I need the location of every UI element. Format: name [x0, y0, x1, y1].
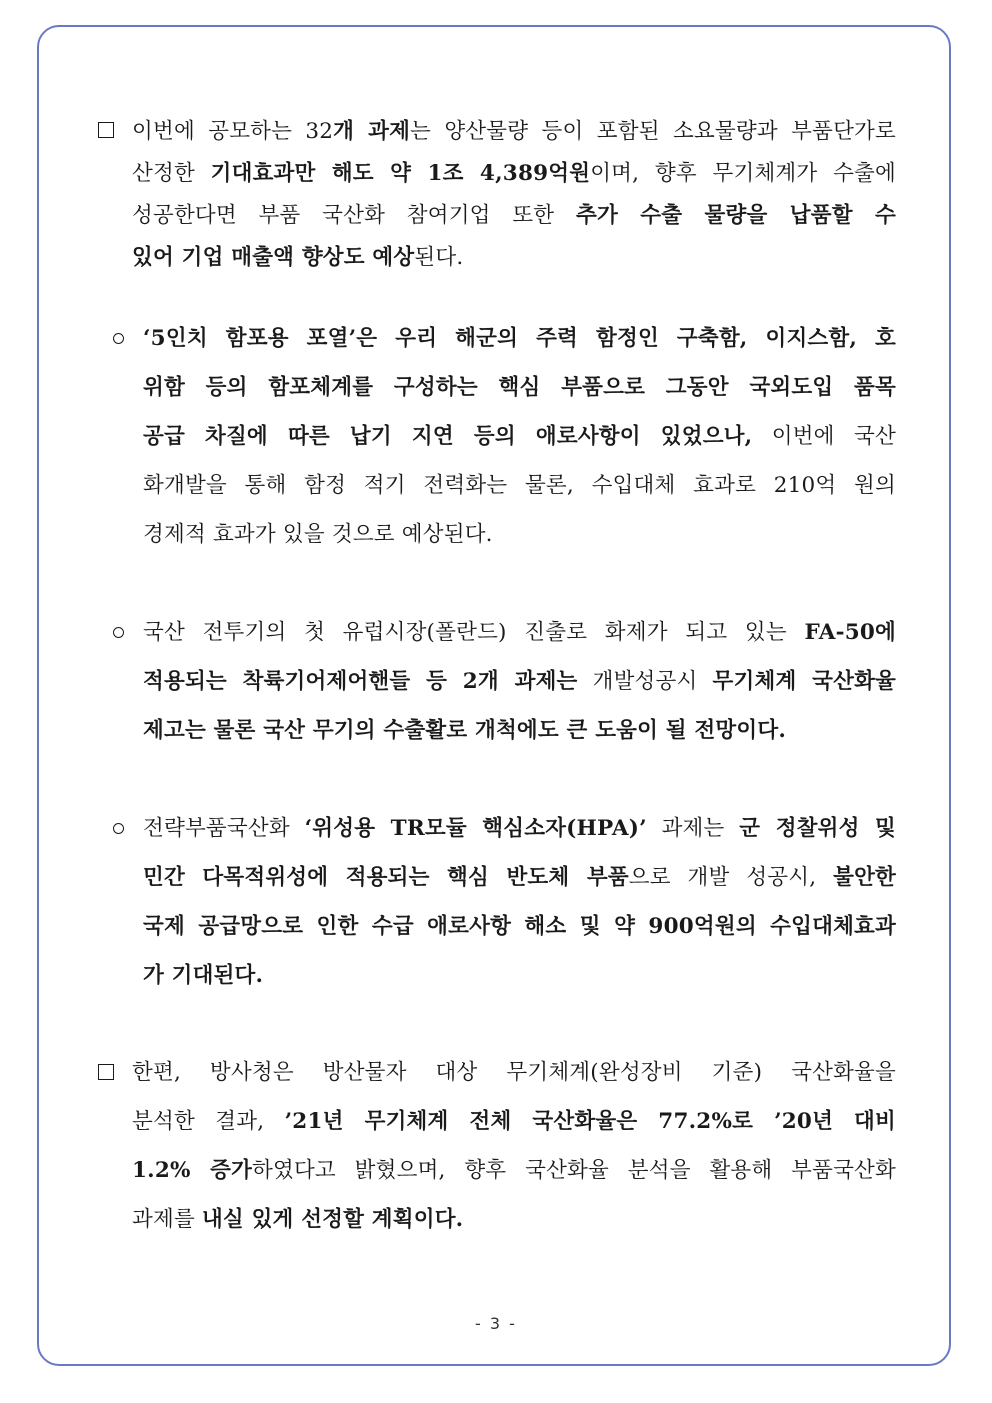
- paragraph-line: [143, 321, 896, 352]
- text-run: 이며, 향후 무기체계가 수출에: [590, 161, 896, 186]
- paragraph-line: [143, 517, 896, 548]
- text-run: 으로 개발 성공시,: [628, 865, 834, 890]
- bold-text-run: 개 과제: [333, 119, 411, 144]
- bold-text-run: FA-50에: [804, 620, 896, 645]
- paragraph-line: [132, 198, 896, 229]
- bold-text-run: ‘위성용 TR모듈 핵심소자(HPA)’: [304, 816, 647, 841]
- bold-text-run: 가 기대된다.: [143, 963, 264, 988]
- bold-text-run: 불안한: [833, 865, 897, 890]
- text-run: 산정한: [132, 161, 211, 186]
- text-run: 경제적 효과가 있을 것으로 예상된다.: [143, 522, 493, 547]
- text-run: 전략부품국산화: [143, 816, 305, 841]
- paragraph-line: [143, 615, 896, 646]
- paragraph-line: [143, 958, 896, 989]
- paragraph-line: [143, 860, 896, 891]
- bold-text-run: 무기체계 국산화율: [712, 669, 897, 694]
- paragraph-line: [143, 468, 896, 499]
- paragraph-line: [132, 156, 896, 187]
- text-run: 성공한다면 부품 국산화 참여기업 또한: [132, 203, 576, 228]
- text-run: 분석한 결과,: [132, 1109, 285, 1134]
- paragraph-line: [143, 811, 896, 842]
- bold-text-run: 국제 공급망으로 인한 수급 애로사항 해소 및 약 900억원의 수입대체효과: [143, 914, 896, 939]
- paragraph-line: [132, 1055, 896, 1086]
- text-run: 개발성공시: [577, 669, 713, 694]
- circle-bullet-icon: [113, 627, 124, 638]
- bold-text-run: ’21년 무기체계 전체 국산화율은 77.2%로 ’20년 대비: [284, 1109, 896, 1134]
- bold-text-run: 기대효과만 해도 약 1조 4,389억원: [210, 161, 591, 186]
- text-run: 과제를: [132, 1207, 202, 1232]
- bold-text-run: 추가 수출 물량을 납품할 수: [575, 203, 896, 228]
- text-run: 된다.: [414, 245, 464, 270]
- text-run: 이번에 공모하는 32: [132, 119, 334, 144]
- bold-text-run: 적용되는 착륙기어제어핸들 등 2개 과제는: [143, 669, 578, 694]
- bold-text-run: 1.2% 증가: [132, 1158, 253, 1183]
- text-run: 국산 전투기의 첫 유럽시장(폴란드) 진출로 화제가 되고 있는: [143, 620, 805, 645]
- square-bullet-icon: [98, 1064, 114, 1080]
- bold-text-run: ‘5인치 함포용 포열’은 우리 해군의 주력 함정인 구축함, 이지스함, 호: [143, 326, 896, 351]
- bold-text-run: 내실 있게 선정할 계획이다.: [201, 1207, 464, 1232]
- paragraph-line: [132, 1202, 896, 1233]
- paragraph-line: [143, 664, 896, 695]
- paragraph-line: [143, 909, 896, 940]
- bold-text-run: 있어 기업 매출액 향상도 예상: [132, 245, 415, 270]
- text-run: 이번에 국산: [752, 424, 896, 449]
- bold-text-run: 군 정찰위성 및: [739, 816, 896, 841]
- paragraph-line: [132, 240, 896, 271]
- paragraph-line: [143, 419, 896, 450]
- bold-text-run: 위함 등의 함포체계를 구성하는 핵심 부품으로 그동안 국외도입 품목: [143, 375, 896, 400]
- text-run: 는 양산물량 등이 포함된 소요물량과 부품단가로: [410, 119, 896, 144]
- paragraph-line: [143, 370, 896, 401]
- square-bullet-icon: [98, 122, 114, 138]
- bold-text-run: 민간 다목적위성에 적용되는 핵심 반도체 부품: [143, 865, 629, 890]
- paragraph-line: [132, 114, 896, 145]
- paragraph-line: [132, 1153, 896, 1184]
- text-run: 한편, 방사청은 방산물자 대상 무기체계(완성장비 기준) 국산화율을: [132, 1060, 896, 1085]
- circle-bullet-icon: [113, 823, 124, 834]
- paragraph-line: [143, 713, 896, 744]
- page-number: - 3 -: [475, 1314, 517, 1333]
- text-run: 하였다고 밝혔으며, 향후 국산화율 분석을 활용해 부품국산화: [252, 1158, 896, 1183]
- paragraph-line: [132, 1104, 896, 1135]
- text-run: 과제는: [646, 816, 740, 841]
- bold-text-run: 공급 차질에 따른 납기 지연 등의 애로사항이 있었으나,: [143, 424, 753, 449]
- bold-text-run: 제고는 물론 국산 무기의 수출활로 개척에도 큰 도움이 될 전망이다.: [143, 718, 787, 743]
- text-run: 화개발을 통해 함정 적기 전력화는 물론, 수입대체 효과로 210억 원의: [143, 473, 896, 498]
- circle-bullet-icon: [113, 333, 124, 344]
